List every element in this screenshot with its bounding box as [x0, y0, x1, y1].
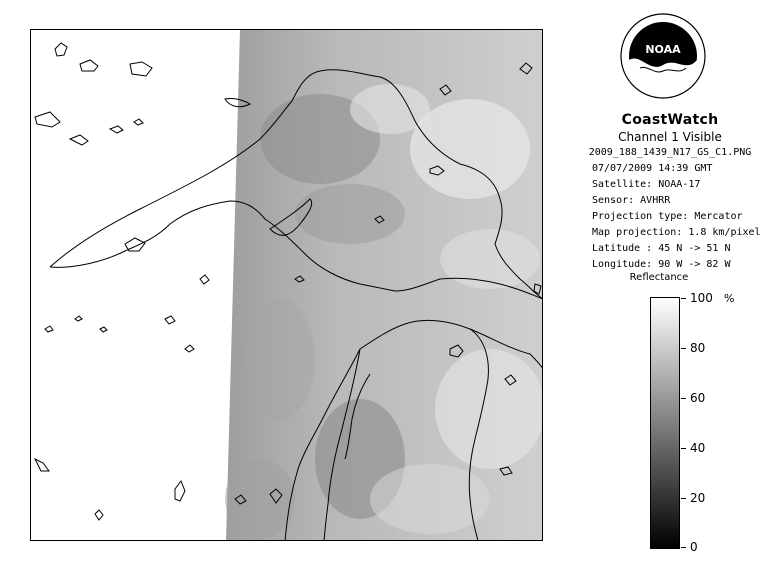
colorbar-tick-label: 40 [690, 441, 706, 455]
datetime-label: 07/07/2009 14:39 GMT [592, 163, 713, 174]
reflectance-colorbar [650, 297, 680, 549]
noaa-logo-text: NOAA [645, 43, 681, 56]
projection-label: Projection type: Mercator [592, 211, 743, 222]
latitude-label: Latitude : 45 N -> 51 N [592, 243, 731, 254]
colorbar-label: Reflectance [629, 272, 689, 283]
filename-label: 2009_188_1439_N17_GS_C1.PNG [588, 147, 752, 158]
colorbar-tick [681, 547, 686, 548]
colorbar-tick [681, 298, 686, 299]
colorbar-tick-label: 80 [690, 341, 706, 355]
colorbar-tick-label: 100 [690, 291, 713, 305]
colorbar-tick-label: 60 [690, 391, 706, 405]
app-title: CoastWatch [621, 112, 719, 128]
colorbar-tick [681, 398, 686, 399]
sensor-label: Sensor: AVHRR [592, 195, 671, 206]
satellite-map[interactable] [30, 29, 543, 541]
map-projection-label: Map projection: 1.8 km/pixel [592, 227, 761, 238]
noaa-logo [620, 13, 706, 99]
channel-label: Channel 1 Visible [618, 130, 722, 144]
colorbar-tick-label: 0 [690, 540, 698, 554]
colorbar-tick [681, 348, 686, 349]
colorbar-tick-label: 20 [690, 491, 706, 505]
longitude-label: Longitude: 90 W -> 82 W [592, 259, 731, 270]
colorbar-tick [681, 498, 686, 499]
colorbar-tick [681, 448, 686, 449]
satellite-label: Satellite: NOAA-17 [592, 179, 701, 190]
colorbar-unit: % [724, 292, 735, 305]
